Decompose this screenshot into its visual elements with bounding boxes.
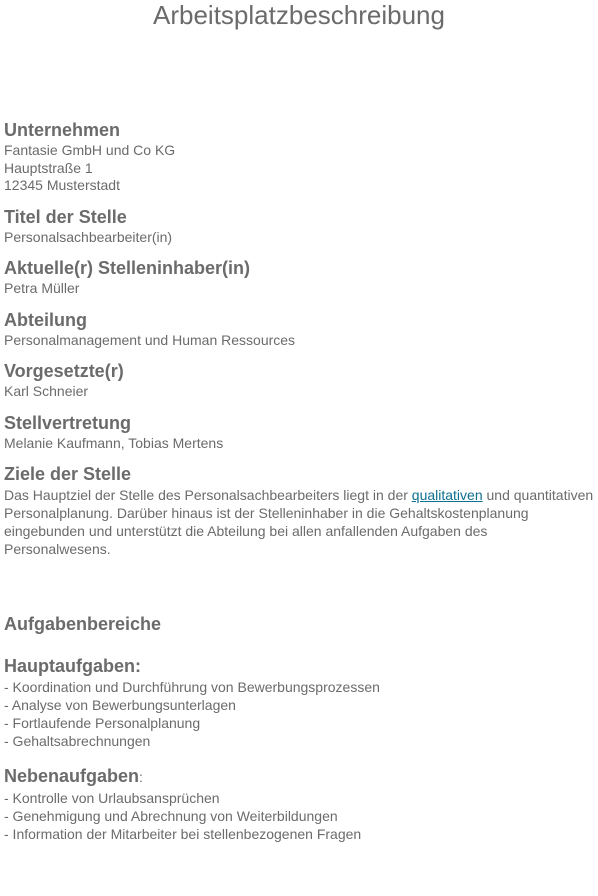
- goals-text-after: und quantitativen Personalplanung. Darüber hinaus ist der Stelleninhaber in die Gehaltskostenplanung eingebunden und unterstützt die Abteilung bei allen anfallenden Aufgaben des Personalwesens.: [4, 487, 594, 557]
- deputy-heading: Stellvertretung: [4, 412, 132, 433]
- main-task-item: - Gehaltsabrechnungen: [4, 733, 151, 749]
- company-heading: Unternehmen: [4, 120, 121, 140]
- section-areas: [4, 612, 596, 636]
- document-title: Arbeitsplatzbeschreibung: [153, 0, 445, 30]
- main-task-item: - Analyse von Bewerbungsunterlagen: [4, 697, 236, 713]
- holder-heading: Aktuelle(r) Stelleninhaber(in): [4, 258, 251, 278]
- section-side-tasks: [4, 764, 596, 843]
- supervisor-heading: Vorgesetzte(r): [4, 361, 124, 381]
- goals-text: [4, 486, 596, 558]
- qualitative-link[interactable]: qualitativen: [411, 487, 483, 503]
- document-content: [4, 118, 596, 853]
- section-supervisor: [4, 359, 596, 401]
- section-company: [4, 118, 596, 195]
- company-name: Fantasie GmbH und Co KG: [4, 142, 176, 158]
- main-task-item: - Fortlaufende Personalplanung: [4, 715, 201, 731]
- side-task-item: - Genehmigung und Abrechnung von Weiterbildungen: [4, 808, 338, 824]
- section-job-title: [4, 205, 596, 247]
- company-city: 12345 Musterstadt: [4, 177, 120, 193]
- main-task-item: - Koordination und Durchführung von Bewerbungsprozessen: [4, 679, 380, 695]
- job-title-value: Personalsachbearbeiter(in): [4, 228, 173, 245]
- section-holder: [4, 256, 596, 298]
- section-main-tasks: [4, 654, 596, 750]
- main-tasks-heading: Hauptaufgaben:: [4, 656, 141, 676]
- side-task-item: - Information der Mitarbeiter bei stellenbezogenen Fragen: [4, 826, 362, 842]
- goals-text-before: Das Hauptziel der Stelle des Personalsachbearbeiters liegt in der: [4, 487, 412, 503]
- company-street: Hauptstraße 1: [4, 159, 93, 176]
- side-task-item: - Kontrolle von Urlaubsansprüchen: [4, 790, 220, 806]
- department-value: Personalmanagement und Human Ressources: [4, 331, 296, 348]
- holder-value: Petra Müller: [4, 280, 80, 296]
- supervisor-value: Karl Schneier: [4, 383, 89, 399]
- side-tasks-heading-colon: :: [139, 769, 143, 785]
- section-department: [4, 308, 596, 350]
- side-tasks-heading: [4, 764, 596, 789]
- section-goals: [4, 462, 596, 558]
- section-deputy: [4, 411, 596, 453]
- goals-heading: Ziele der Stelle: [4, 464, 132, 484]
- section-spacer: [4, 568, 596, 612]
- job-title-heading: Titel der Stelle: [4, 206, 127, 227]
- side-tasks-heading-text: Nebenaufgaben: [4, 766, 140, 786]
- department-heading: Abteilung: [4, 309, 87, 330]
- areas-heading: Aufgabenbereiche: [4, 614, 162, 634]
- deputy-value: Melanie Kaufmann, Tobias Mertens: [4, 434, 224, 451]
